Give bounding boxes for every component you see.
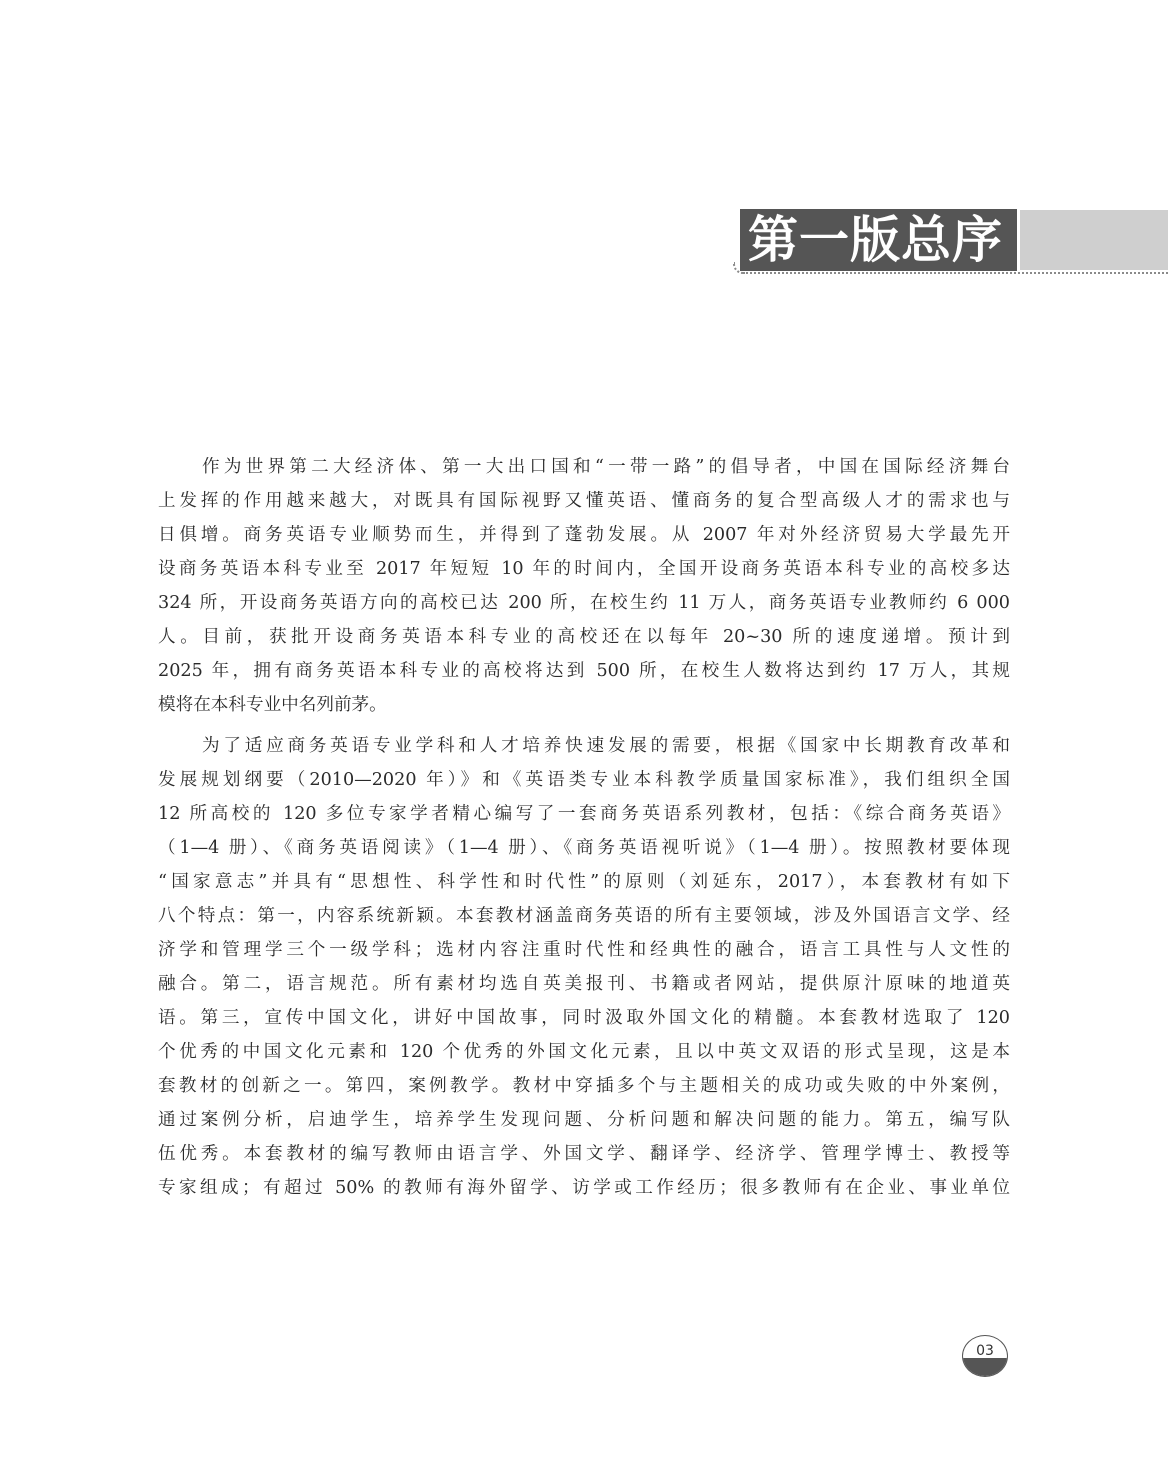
paragraph-line: 模将在本科专业中名列前茅。 (158, 695, 387, 715)
paragraph-line: 作为世界第二大经济体、第一大出口国和“一带一路”的倡导者，中国在国际经济舞台 (202, 457, 1010, 477)
paragraph-line: 设商务英语本科专业至 2017 年短短 10 年的时间内，全国开设商务英语本科专业的高校多达 (158, 559, 1010, 579)
page-badge-fill (963, 1358, 1007, 1376)
paragraph-line: （1—4 册）、《商务英语阅读》（1—4 册）、《商务英语视听说》（1—4 册）。按照教材要体现 (158, 838, 1010, 858)
paragraph-line: 人。目前，获批开设商务英语本科专业的高校还在以每年 20~30 所的速度递增。预计到 (158, 627, 1010, 647)
paragraph-line: “国家意志”并具有“思想性、科学性和时代性”的原则（刘延东，2017），本套教材有如下 (158, 872, 1010, 892)
paragraph-2 (158, 729, 1010, 1205)
paragraph-line: 八个特点：第一，内容系统新颖。本套教材涵盖商务英语的所有主要领域，涉及外国语言文学、经 (158, 906, 1010, 926)
paragraph-line: 融合。第二，语言规范。所有素材均选自英美报刊、书籍或者网站，提供原汁原味的地道英 (158, 974, 1010, 994)
title-dotted-corner (733, 262, 745, 274)
page-number-badge (962, 1335, 1008, 1377)
paragraph-line: 套教材的创新之一。第四，案例教学。教材中穿插多个与主题相关的成功或失败的中外案例， (158, 1076, 1010, 1096)
paragraph-line: 济学和管理学三个一级学科；选材内容注重时代性和经典性的融合，语言工具性与人文性的 (158, 940, 1010, 960)
paragraph-line: 专家组成；有超过 50% 的教师有海外留学、访学或工作经历；很多教师有在企业、事业单位 (158, 1178, 1010, 1198)
paragraph-line: 324 所，开设商务英语方向的高校已达 200 所，在校生约 11 万人，商务英语专业教师约 6 000 (158, 593, 1010, 613)
paragraph-line: 个优秀的中国文化元素和 120 个优秀的外国文化元素，且以中英文双语的形式呈现，这是本 (158, 1042, 1010, 1062)
title-side-bar (1020, 210, 1168, 270)
paragraph-line: 2025 年，拥有商务英语本科专业的高校将达到 500 所，在校生人数将达到约 17 万人，其规 (158, 661, 1010, 681)
paragraph-line: 发展规划纲要（2010—2020 年）》和《英语类专业本科教学质量国家标准》，我们组织全国 (158, 770, 1010, 790)
paragraph-line: 为了适应商务英语专业学科和人才培养快速发展的需要，根据《国家中长期教育改革和 (202, 736, 1010, 756)
paragraph-line: 上发挥的作用越来越大，对既具有国际视野又懂英语、懂商务的复合型高级人才的需求也与 (158, 491, 1010, 511)
page-title: 第一版总序 (748, 211, 1003, 269)
paragraph-line: 通过案例分析，启迪学生，培养学生发现问题、分析问题和解决问题的能力。第五，编写队 (158, 1110, 1010, 1130)
paragraph-line: 12 所高校的 120 多位专家学者精心编写了一套商务英语系列教材，包括：《综合商务英语》 (158, 804, 1010, 824)
paragraph-1 (158, 450, 1010, 722)
paragraph-gap (158, 722, 1010, 729)
paragraph-line: 伍优秀。本套教材的编写教师由语言学、外国文学、翻译学、经济学、管理学博士、教授等 (158, 1144, 1010, 1164)
title-dotted-underline (743, 272, 1168, 274)
page-number: 03 (976, 1343, 994, 1359)
paragraph-line: 日俱增。商务英语专业顺势而生，并得到了蓬勃发展。从 2007 年对外经济贸易大学最先开 (158, 525, 1010, 545)
body-text (158, 450, 1010, 1205)
paragraph-line: 语。第三，宣传中国文化，讲好中国故事，同时汲取外国文化的精髓。本套教材选取了 120 (158, 1008, 1010, 1028)
